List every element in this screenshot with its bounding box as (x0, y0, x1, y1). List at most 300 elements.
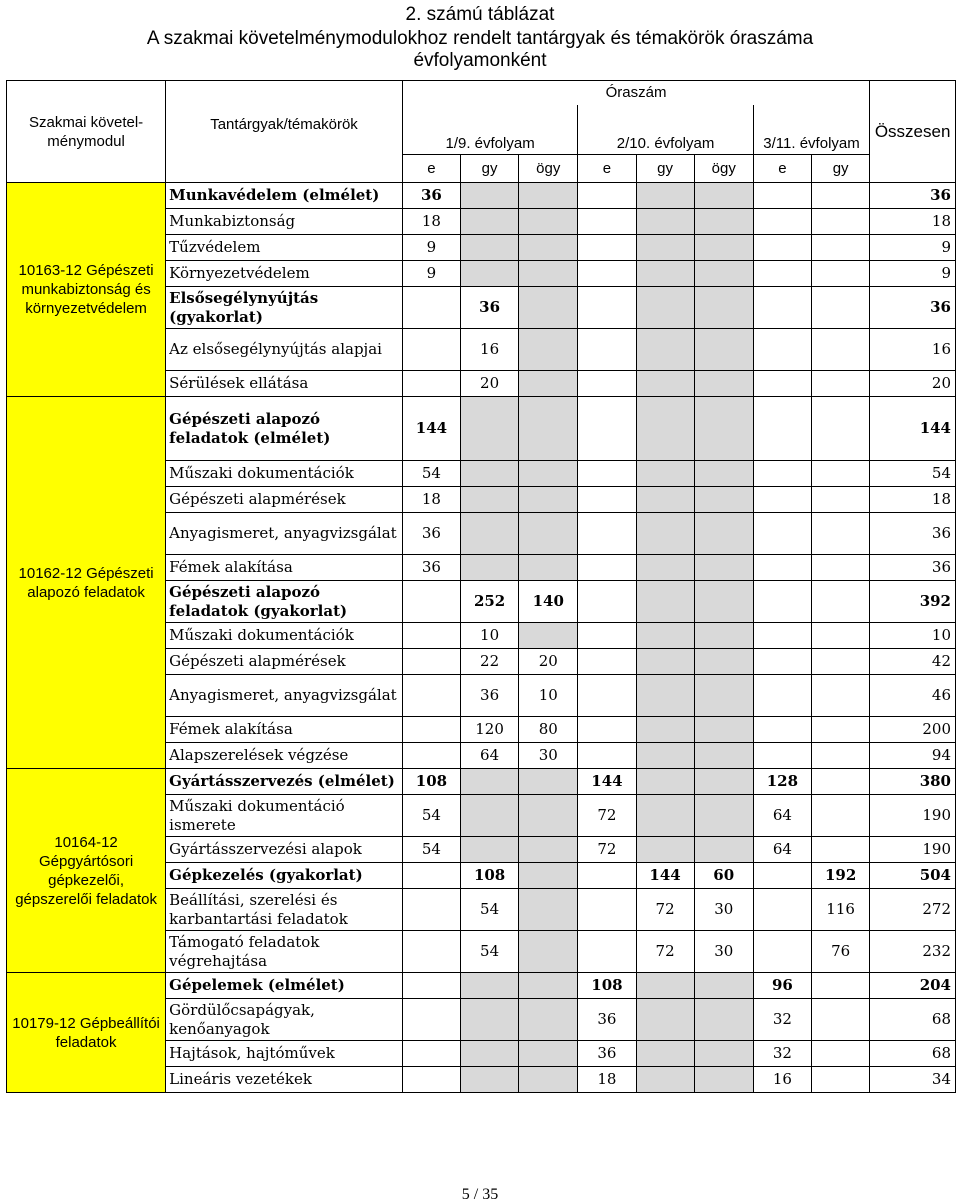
total-cell: 42 (870, 649, 956, 675)
header-total: Összesen (870, 81, 956, 183)
hours-cell (636, 675, 694, 717)
total-cell: 9 (870, 235, 956, 261)
total-cell: 36 (870, 287, 956, 329)
col-header-5: ögy (694, 155, 753, 183)
subject-name: Beállítási, szerelési és karbantartási feladatok (166, 889, 403, 931)
hours-cell (636, 397, 694, 461)
hours-cell (811, 769, 869, 795)
hours-cell (461, 1067, 519, 1093)
hours-cell (636, 973, 694, 999)
hours-cell: 36 (578, 999, 636, 1041)
hours-cell (402, 581, 460, 623)
hours-cell (694, 209, 753, 235)
hours-cell (519, 397, 578, 461)
hours-cell (519, 931, 578, 973)
table-row (7, 397, 956, 461)
hours-cell (578, 513, 636, 555)
hours-cell: 32 (753, 1041, 811, 1067)
hours-cell (461, 235, 519, 261)
hours-cell (636, 555, 694, 581)
hours-cell (753, 235, 811, 261)
hours-cell (753, 931, 811, 973)
hours-cell (402, 931, 460, 973)
hours-cell (636, 329, 694, 371)
hours-cell (578, 931, 636, 973)
hours-cell (694, 675, 753, 717)
hours-cell (694, 1067, 753, 1093)
subject-name: Az elsősegélynyújtás alapjai (166, 329, 403, 371)
total-cell: 68 (870, 999, 956, 1041)
hours-cell (694, 973, 753, 999)
hours-cell: 64 (753, 795, 811, 837)
hours-cell (578, 183, 636, 209)
hours-cell (578, 581, 636, 623)
total-cell: 200 (870, 717, 956, 743)
col-header-3: e (578, 155, 636, 183)
subject-name: Anyagismeret, anyagvizsgálat (166, 513, 403, 555)
hours-cell (753, 261, 811, 287)
subject-name: Fémek alakítása (166, 717, 403, 743)
hours-cell (694, 371, 753, 397)
subject-name: Gépkezelés (gyakorlat) (166, 863, 403, 889)
hours-cell (694, 837, 753, 863)
hours-cell (694, 581, 753, 623)
hours-cell (519, 889, 578, 931)
table-row (7, 183, 956, 209)
hours-cell (461, 513, 519, 555)
hours-cell (578, 235, 636, 261)
hours-cell (753, 397, 811, 461)
module-cell: 10163-12 Gépészeti munkabiztonság és környezetvédelem (7, 183, 166, 397)
hours-cell (519, 837, 578, 863)
hours-cell: 10 (519, 675, 578, 717)
total-cell: 20 (870, 371, 956, 397)
hours-cell (402, 999, 460, 1041)
hours-cell (811, 371, 869, 397)
hours-cell: 80 (519, 717, 578, 743)
hours-cell: 36 (402, 183, 460, 209)
hours-cell (578, 261, 636, 287)
hours-cell: 30 (694, 889, 753, 931)
hours-cell (461, 397, 519, 461)
module-cell: 10179-12 Gépbeállítói feladatok (7, 973, 166, 1093)
subject-name: Munkavédelem (elmélet) (166, 183, 403, 209)
hours-cell: 32 (753, 999, 811, 1041)
hours-cell (811, 235, 869, 261)
hours-cell: 108 (578, 973, 636, 999)
hours-cell (636, 623, 694, 649)
hours-cell (811, 513, 869, 555)
hours-cell (578, 863, 636, 889)
total-cell: 504 (870, 863, 956, 889)
hours-cell (694, 261, 753, 287)
hours-cell (694, 999, 753, 1041)
hours-cell (694, 795, 753, 837)
hours-cell (461, 1041, 519, 1067)
header-hours: Óraszám (402, 81, 869, 105)
subject-name: Gördülőcsapágyak, kenőanyagok (166, 999, 403, 1041)
hours-cell: 18 (402, 487, 460, 513)
hours-cell (461, 973, 519, 999)
hours-cell (402, 973, 460, 999)
subject-name: Műszaki dokumentációk (166, 623, 403, 649)
hours-cell (519, 487, 578, 513)
hours-cell (694, 183, 753, 209)
hours-cell (402, 287, 460, 329)
hours-cell: 64 (461, 743, 519, 769)
subject-name: Tűzvédelem (166, 235, 403, 261)
hours-cell: 64 (753, 837, 811, 863)
table-number: 2. számú táblázat (405, 4, 555, 25)
col-header-4: gy (636, 155, 694, 183)
hours-cell: 9 (402, 261, 460, 287)
subject-name: Támogató feladatok végrehajtása (166, 931, 403, 973)
hours-cell (811, 555, 869, 581)
hours-cell: 252 (461, 581, 519, 623)
hours-cell (753, 329, 811, 371)
hours-cell: 30 (519, 743, 578, 769)
hours-cell (811, 717, 869, 743)
hours-cell: 72 (636, 931, 694, 973)
hours-cell: 36 (402, 513, 460, 555)
hours-cell (578, 675, 636, 717)
subject-name: Alapszerelések végzése (166, 743, 403, 769)
hours-cell: 54 (402, 461, 460, 487)
hours-cell (636, 769, 694, 795)
hours-cell (461, 209, 519, 235)
hours-cell: 116 (811, 889, 869, 931)
subject-name: Gépészeti alapmérések (166, 649, 403, 675)
subject-name: Gyártásszervezési alapok (166, 837, 403, 863)
hours-cell: 30 (694, 931, 753, 973)
hours-cell (519, 371, 578, 397)
hours-cell (811, 973, 869, 999)
total-cell: 54 (870, 461, 956, 487)
hours-cell (402, 863, 460, 889)
hours-cell (578, 555, 636, 581)
hours-cell (753, 863, 811, 889)
header-year-1: 1/9. évfolyam (402, 105, 577, 155)
total-cell: 68 (870, 1041, 956, 1067)
hours-cell (461, 555, 519, 581)
total-cell: 46 (870, 675, 956, 717)
hours-cell (636, 1067, 694, 1093)
hours-cell (636, 717, 694, 743)
hours-cell (811, 183, 869, 209)
hours-cell: 36 (461, 675, 519, 717)
header-module: Szakmai követel-ménymodul (7, 81, 166, 183)
subject-name: Gyártásszervezés (elmélet) (166, 769, 403, 795)
hours-cell (694, 769, 753, 795)
hours-cell (753, 487, 811, 513)
hours-cell (753, 209, 811, 235)
hours-cell (578, 371, 636, 397)
hours-cell (636, 1041, 694, 1067)
hours-cell (753, 581, 811, 623)
hours-cell (753, 675, 811, 717)
hours-cell (402, 675, 460, 717)
header-year-2: 2/10. évfolyam (578, 105, 753, 155)
total-cell: 392 (870, 581, 956, 623)
hours-cell (811, 1041, 869, 1067)
total-cell: 36 (870, 183, 956, 209)
hours-cell: 36 (578, 1041, 636, 1067)
hours-cell (578, 461, 636, 487)
hours-cell (519, 235, 578, 261)
hours-cell (694, 717, 753, 743)
hours-cell (636, 837, 694, 863)
hours-cell: 128 (753, 769, 811, 795)
hours-cell (402, 889, 460, 931)
hours-cell: 144 (578, 769, 636, 795)
table-title-cont: évfolyamonként (413, 50, 547, 71)
hours-cell (694, 743, 753, 769)
total-cell: 10 (870, 623, 956, 649)
subject-name: Műszaki dokumentációk (166, 461, 403, 487)
total-cell: 9 (870, 261, 956, 287)
hours-cell (694, 235, 753, 261)
hours-cell: 9 (402, 235, 460, 261)
subject-name: Lineáris vezetékek (166, 1067, 403, 1093)
hours-cell (519, 261, 578, 287)
hours-cell (519, 1067, 578, 1093)
subject-name: Sérülések ellátása (166, 371, 403, 397)
hours-cell (519, 513, 578, 555)
header-year-3: 3/11. évfolyam (753, 105, 869, 155)
module-cell: 10162-12 Gépészeti alapozó feladatok (7, 397, 166, 769)
module-cell: 10164-12 Gépgyártósori gépkezelői, gépszerelői feladatok (7, 769, 166, 973)
hours-cell (402, 1041, 460, 1067)
hours-cell: 18 (402, 209, 460, 235)
total-cell: 16 (870, 329, 956, 371)
hours-cell: 140 (519, 581, 578, 623)
hours-cell: 20 (461, 371, 519, 397)
hours-cell (694, 287, 753, 329)
table-row (7, 973, 956, 999)
col-header-0: e (402, 155, 460, 183)
hours-cell (402, 743, 460, 769)
hours-cell (636, 581, 694, 623)
hours-cell (753, 717, 811, 743)
col-header-1: gy (461, 155, 519, 183)
hours-cell (694, 555, 753, 581)
hours-cell: 10 (461, 623, 519, 649)
hours-cell: 16 (461, 329, 519, 371)
hours-cell (578, 717, 636, 743)
total-cell: 272 (870, 889, 956, 931)
hours-cell (636, 371, 694, 397)
hours-cell (636, 487, 694, 513)
hours-cell: 72 (578, 837, 636, 863)
total-cell: 18 (870, 209, 956, 235)
hours-cell: 108 (461, 863, 519, 889)
hours-cell (519, 863, 578, 889)
subject-name: Fémek alakítása (166, 555, 403, 581)
hours-cell: 16 (753, 1067, 811, 1093)
hours-cell (402, 329, 460, 371)
hours-cell (636, 209, 694, 235)
hours-cell (519, 795, 578, 837)
hours-cell (461, 487, 519, 513)
hours-cell: 54 (461, 889, 519, 931)
hours-cell (811, 795, 869, 837)
hours-cell (694, 513, 753, 555)
hours-cell (753, 183, 811, 209)
page-number: 5 / 35 (461, 1186, 499, 1203)
total-cell: 204 (870, 973, 956, 999)
total-cell: 232 (870, 931, 956, 973)
hours-cell (519, 999, 578, 1041)
total-cell: 34 (870, 1067, 956, 1093)
hours-cell (402, 649, 460, 675)
hours-cell (578, 287, 636, 329)
hours-cell (461, 795, 519, 837)
hours-cell (753, 889, 811, 931)
hours-cell (811, 743, 869, 769)
subject-name: Munkabiztonság (166, 209, 403, 235)
hours-cell (461, 999, 519, 1041)
hours-cell (402, 717, 460, 743)
hours-cell (636, 235, 694, 261)
subject-name: Elsősegélynyújtás (gyakorlat) (166, 287, 403, 329)
hours-cell (811, 329, 869, 371)
hours-cell: 22 (461, 649, 519, 675)
hours-cell (519, 623, 578, 649)
hours-cell (519, 183, 578, 209)
subject-name: Hajtások, hajtóművek (166, 1041, 403, 1067)
subject-name: Gépelemek (elmélet) (166, 973, 403, 999)
hours-cell (694, 329, 753, 371)
hours-cell (811, 623, 869, 649)
total-cell: 190 (870, 795, 956, 837)
hours-cell: 72 (636, 889, 694, 931)
hours-cell (753, 555, 811, 581)
total-cell: 18 (870, 487, 956, 513)
hours-cell (636, 743, 694, 769)
subject-name: Környezetvédelem (166, 261, 403, 287)
hours-cell: 60 (694, 863, 753, 889)
total-cell: 380 (870, 769, 956, 795)
hours-cell (578, 487, 636, 513)
hours-cell (753, 287, 811, 329)
subject-name: Gépészeti alapozó feladatok (gyakorlat) (166, 581, 403, 623)
total-cell: 36 (870, 513, 956, 555)
hours-cell (636, 999, 694, 1041)
hours-cell (811, 1067, 869, 1093)
hours-cell (811, 261, 869, 287)
hours-cell (811, 649, 869, 675)
hours-cell (636, 287, 694, 329)
hours-cell (753, 371, 811, 397)
hours-cell: 144 (402, 397, 460, 461)
hours-cell (402, 371, 460, 397)
hours-cell (694, 487, 753, 513)
hours-cell (636, 183, 694, 209)
col-header-6: e (753, 155, 811, 183)
header-subjects: Tantárgyak/témakörök (166, 81, 403, 183)
hours-cell (402, 1067, 460, 1093)
hours-cell: 20 (519, 649, 578, 675)
hours-cell (811, 837, 869, 863)
hours-cell (694, 649, 753, 675)
hours-cell (402, 623, 460, 649)
hours-cell (461, 183, 519, 209)
hours-cell (811, 675, 869, 717)
subject-name: Anyagismeret, anyagvizsgálat (166, 675, 403, 717)
hours-cell (694, 461, 753, 487)
hours-cell (519, 461, 578, 487)
subject-name: Gépészeti alapozó feladatok (elmélet) (166, 397, 403, 461)
hours-cell (753, 513, 811, 555)
hours-cell: 54 (461, 931, 519, 973)
hours-cell (578, 649, 636, 675)
hours-cell (811, 397, 869, 461)
hours-cell: 120 (461, 717, 519, 743)
hours-cell (636, 513, 694, 555)
hours-cell (578, 397, 636, 461)
hours-cell (519, 769, 578, 795)
total-cell: 36 (870, 555, 956, 581)
hours-cell: 54 (402, 795, 460, 837)
hours-cell (753, 461, 811, 487)
hours-cell: 36 (402, 555, 460, 581)
hours-cell (519, 555, 578, 581)
hours-cell: 54 (402, 837, 460, 863)
hours-cell: 18 (578, 1067, 636, 1093)
hours-cell (578, 209, 636, 235)
table-row (7, 769, 956, 795)
hours-cell (519, 209, 578, 235)
hours-cell (636, 261, 694, 287)
hours-cell (811, 209, 869, 235)
hours-cell (519, 973, 578, 999)
hours-cell: 108 (402, 769, 460, 795)
hours-cell (461, 261, 519, 287)
hours-cell (811, 581, 869, 623)
hours-cell (461, 837, 519, 863)
hours-cell (461, 769, 519, 795)
hours-cell: 76 (811, 931, 869, 973)
total-cell: 190 (870, 837, 956, 863)
hours-cell: 36 (461, 287, 519, 329)
hours-cell (519, 287, 578, 329)
hours-cell (694, 623, 753, 649)
hours-cell: 96 (753, 973, 811, 999)
hours-cell (811, 999, 869, 1041)
hours-cell (578, 623, 636, 649)
hours-cell (636, 649, 694, 675)
total-cell: 144 (870, 397, 956, 461)
hours-cell (753, 623, 811, 649)
total-cell: 94 (870, 743, 956, 769)
hours-cell (811, 461, 869, 487)
hours-cell (578, 743, 636, 769)
hours-cell (694, 397, 753, 461)
hours-cell (519, 1041, 578, 1067)
hours-cell (461, 461, 519, 487)
hours-cell (694, 1041, 753, 1067)
hours-cell: 72 (578, 795, 636, 837)
hours-cell (636, 795, 694, 837)
hours-cell: 144 (636, 863, 694, 889)
table-title: A szakmai követelménymodulokhoz rendelt tantárgyak és témakörök óraszáma (146, 28, 814, 49)
hours-cell (753, 649, 811, 675)
hours-cell (578, 889, 636, 931)
subject-name: Gépészeti alapmérések (166, 487, 403, 513)
hours-table (6, 80, 956, 1093)
col-header-7: gy (811, 155, 869, 183)
hours-cell (753, 743, 811, 769)
